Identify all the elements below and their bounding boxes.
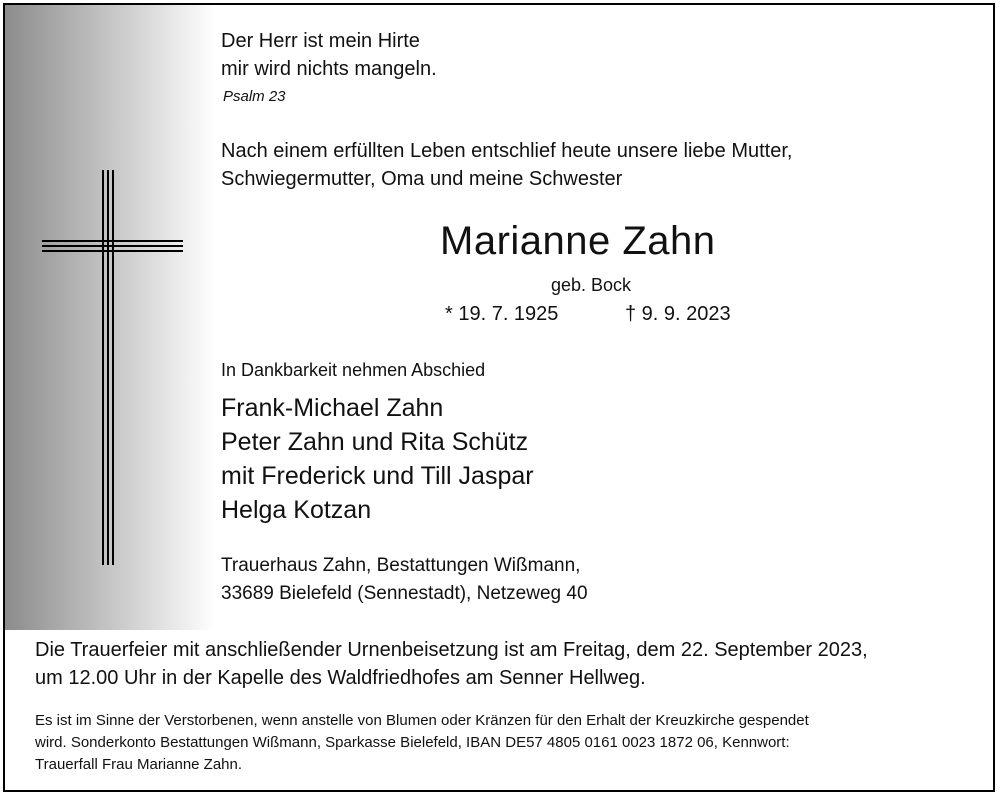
farewell-line: In Dankbarkeit nehmen Abschied [221,360,486,380]
obituary-notice [3,3,995,792]
birth-date: * 19. 7. 1925 [445,303,559,325]
cross-icon [37,165,187,565]
donation-note-line: Es ist im Sinne der Verstorbenen, wenn anstelle von Blumen oder Kränzen für den Erhalt der Kreuzkirche gespendet [35,712,809,729]
deceased-name: Marianne Zahn [440,219,716,263]
funeral-home-line: 33689 Bielefeld (Sennestadt), Netzeweg 40 [221,583,588,604]
psalm-line: Der Herr ist mein Hirte [221,30,420,52]
intro-line: Nach einem erfüllten Leben entschlief heute unsere liebe Mutter, [221,140,793,162]
psalm-line: mir wird nichts mangeln. [221,58,437,80]
mourner-name: mit Frederick und Till Jaspar [221,462,534,490]
psalm-reference: Psalm 23 [223,88,286,105]
donation-note-line: wird. Sonderkonto Bestattungen Wißmann, Sparkasse Bielefeld, IBAN DE57 4805 0161 0023 1872 06, Kennwort: [35,734,790,751]
donation-note-line: Trauerfall Frau Marianne Zahn. [35,756,243,773]
mourner-name: Frank-Michael Zahn [221,394,444,422]
mourner-name: Helga Kotzan [221,496,372,524]
funeral-home-line: Trauerhaus Zahn, Bestattungen Wißmann, [221,555,581,576]
mourner-name: Peter Zahn und Rita Schütz [221,428,529,456]
funeral-info-line: Die Trauerfeier mit anschließender Urnenbeisetzung ist am Freitag, dem 22. September 2023, [35,639,868,661]
intro-line: Schwiegermutter, Oma und meine Schwester [221,168,623,190]
funeral-info-line: um 12.00 Uhr in der Kapelle des Waldfriedhofes am Senner Hellweg. [35,667,646,689]
death-date: † 9. 9. 2023 [625,303,731,325]
birth-name: geb. Bock [551,275,632,295]
